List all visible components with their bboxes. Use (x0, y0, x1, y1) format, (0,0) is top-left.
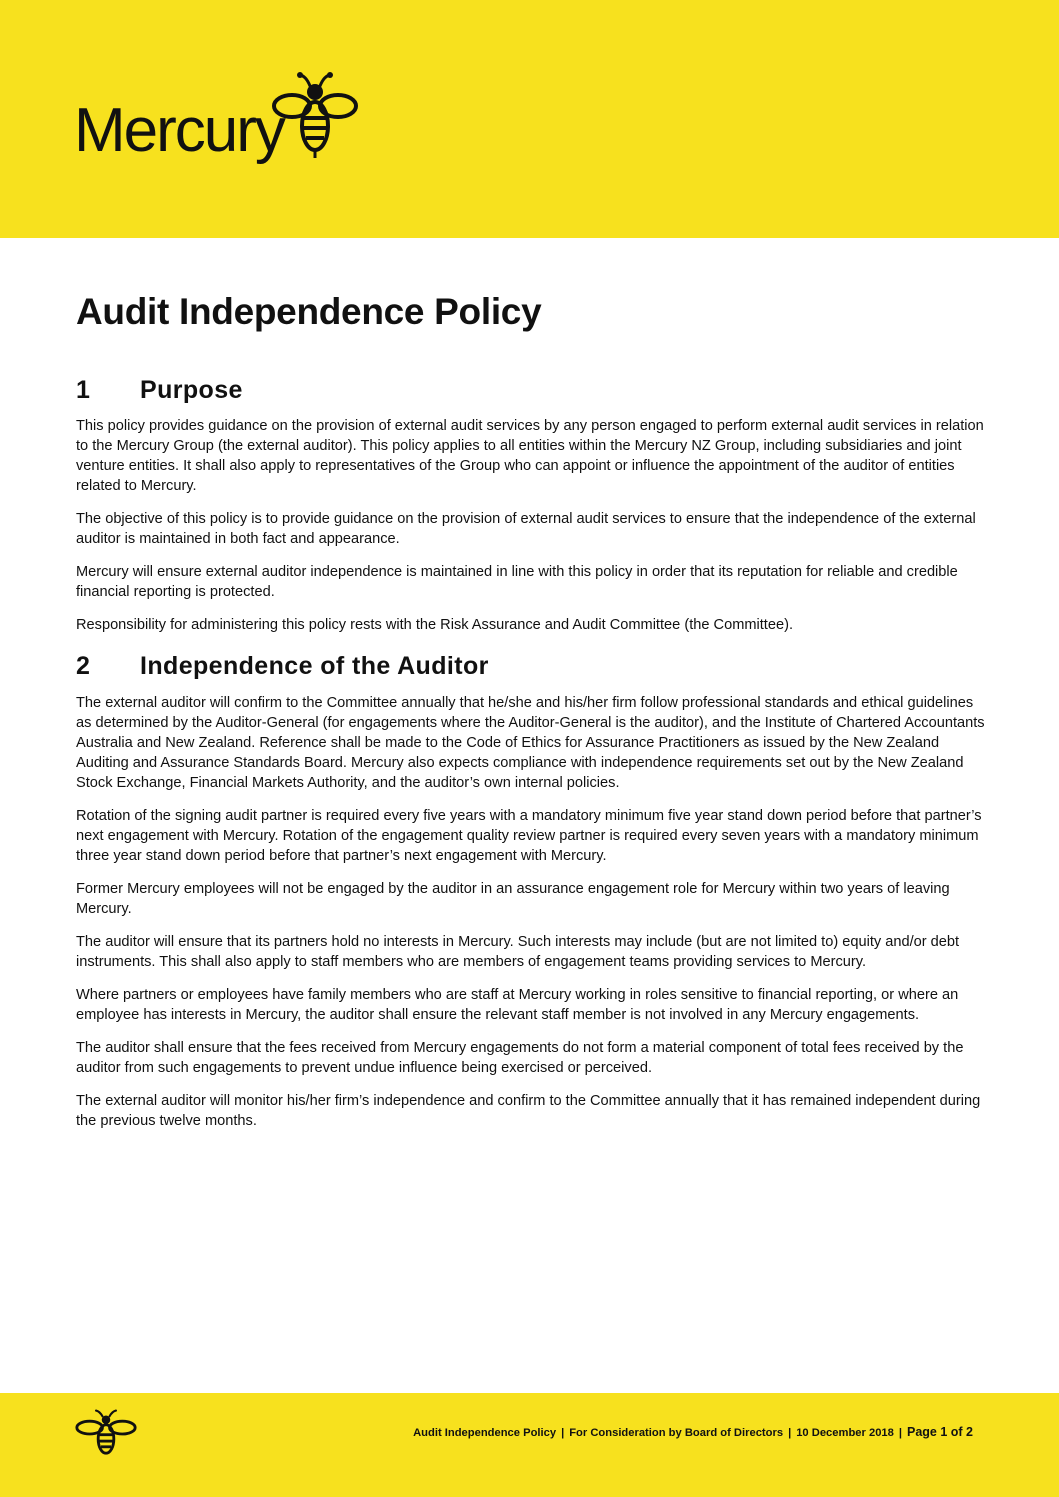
page-number: Page 1 of 2 (907, 1425, 973, 1439)
footer-status: For Consideration by Board of Directors (569, 1427, 784, 1439)
paragraph: The external auditor will confirm to the Committee annually that he/she and his/her firm follow professional standards and ethical guidelines as determined by the Auditor-General (for engagements where the Auditor-General is the auditor), and the Institute of Chartered Accountants Australia and New Zealand. Reference shall be made to the Code of Ethics for Assurance Practitioners as issued by the New Zealand Auditing and Assurance Standards Board. Mercury also expects compliance with independence requirements set out by the New Zealand Stock Exchange, Financial Markets Authority, and the auditor’s own internal policies. (76, 694, 985, 791)
section-independence (76, 653, 988, 1131)
footer-separator: | (898, 1427, 902, 1439)
section-title: Purpose (140, 375, 243, 404)
section-title: Independence of the Auditor (140, 652, 489, 681)
paragraph: Rotation of the signing audit partner is required every five years with a mandatory minimum five year stand down period before that partner’s next engagement with Mercury. Rotation of the engagement quality review partner is required every seven years with a mandatory minimum three year stand down period before that partner’s next engagement with Mercury. (76, 807, 982, 864)
paragraph: Mercury will ensure external auditor independence is maintained in line with this policy in order that its reputation for reliable and credible financial reporting is protected. (76, 564, 958, 601)
section-heading (76, 377, 988, 405)
paragraph: The auditor shall ensure that the fees received from Mercury engagements do not form a material component of total fees received by the auditor from such engagements to prevent undue influence being exercised or perceived. (76, 1039, 964, 1076)
section-purpose (76, 377, 988, 636)
footer-separator: | (561, 1427, 565, 1439)
footer-band (0, 1393, 1059, 1497)
footer-separator: | (788, 1427, 792, 1439)
bee-icon (74, 1409, 138, 1459)
footer-meta (413, 1425, 973, 1439)
header-band (0, 0, 1059, 238)
paragraph: The objective of this policy is to provide guidance on the provision of external audit services to ensure that the independence of the external auditor is maintained in both fact and appearance. (76, 511, 976, 548)
paragraph: Former Mercury employees will not be engaged by the auditor in an assurance engagement role for Mercury within two years of leaving Mercury. (76, 880, 950, 917)
paragraph: This policy provides guidance on the provision of external audit services by any person engaged to perform external audit services in relation to the Mercury Group (the external auditor). This policy applies to all entities within the Mercury NZ Group, including subsidiaries and joint venture entities. It shall also apply to representatives of the Group who can appoint or influence the appointment of the auditor of entities related to Mercury. (76, 418, 984, 495)
paragraph: The external auditor will monitor his/her firm’s independence and confirm to the Committee annually that it has remained independent during the previous twelve months. (76, 1092, 981, 1129)
paragraph: Where partners or employees have family members who are staff at Mercury working in roles sensitive to financial reporting, or where an employee has interests in Mercury, the auditor shall ensure the relevant staff member is not involved in any Mercury engagements. (76, 986, 959, 1023)
section-number: 2 (76, 652, 91, 681)
logo-wordmark: Mercury (74, 96, 284, 165)
paragraph: Responsibility for administering this policy rests with the Risk Assurance and Audit Committee (the Committee). (76, 617, 794, 634)
footer-date: 10 December 2018 (796, 1427, 894, 1439)
footer-doc-name: Audit Independence Policy (413, 1427, 557, 1439)
bee-icon (270, 72, 360, 162)
section-number: 1 (76, 375, 91, 404)
mercury-logo (74, 72, 374, 182)
document-body (76, 292, 988, 1144)
document-title: Audit Independence Policy (76, 291, 542, 332)
paragraph: The auditor will ensure that its partners hold no interests in Mercury. Such interests may include (but are not limited to) equity and/or debt instruments. This shall also apply to staff members who are members of engagement teams providing services to Mercury. (76, 933, 960, 970)
section-heading (76, 653, 988, 681)
